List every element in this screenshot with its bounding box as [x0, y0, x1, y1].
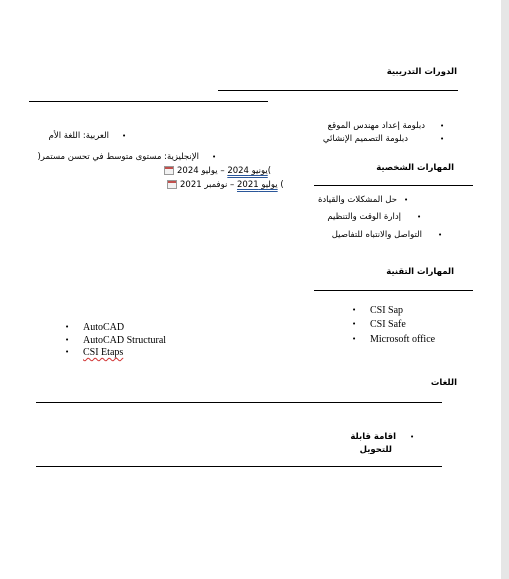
bullet: •: [438, 231, 443, 239]
tech-item-3: Microsoft office: [370, 334, 436, 345]
bullet: •: [212, 153, 217, 161]
bullet: •: [417, 213, 422, 221]
section-title-technical: المهارات التقنية: [386, 267, 454, 277]
software-item-2: AutoCAD Structural: [83, 335, 167, 346]
divider-bottom: [36, 466, 442, 467]
bullet: •: [352, 320, 357, 328]
calendar-icon: [164, 166, 174, 175]
residence-line-2: للتحويل: [359, 445, 392, 455]
divider-technical: [314, 290, 473, 291]
bullet: •: [440, 135, 445, 143]
divider-languages: [36, 402, 442, 403]
bullet: •: [404, 196, 409, 204]
tech-item-2: CSI Safe: [370, 319, 406, 330]
software-item-3: CSI Etaps: [83, 347, 124, 358]
residence-line-1: اقامة قابلة: [350, 432, 396, 442]
bullet: •: [122, 132, 127, 140]
bullet: •: [352, 335, 357, 343]
bullet: •: [65, 336, 70, 344]
window-edge: [501, 0, 509, 579]
training-item-2: دبلومة التصميم الإنشائي: [322, 134, 408, 144]
bullet: •: [65, 323, 70, 331]
language-arabic: العربية: اللغة الأم: [48, 131, 109, 141]
divider-left-top: [29, 101, 268, 102]
section-title-training: الدورات التدريبية: [386, 67, 457, 77]
divider-personal: [314, 185, 473, 186]
language-english: الإنجليزية: مستوى متوسط في تحسن مستمر(: [37, 152, 199, 162]
divider-training: [218, 90, 458, 91]
training-item-1: دبلومة إعداد مهندس الموقع: [327, 121, 425, 131]
calendar-icon: [167, 180, 177, 189]
date-range-1: يونيو 2024 – يوليو 2024(: [164, 166, 271, 177]
bullet: •: [410, 433, 415, 441]
date-range-2: يوليو 2021 – نوفمبر 2021 (: [167, 180, 284, 191]
personal-item-1: حل المشكلات والقيادة: [317, 195, 397, 205]
software-item-1: AutoCAD: [83, 322, 125, 333]
bullet: •: [65, 348, 70, 356]
tech-item-1: CSI Sap: [370, 305, 404, 316]
section-title-languages: اللغات: [430, 378, 457, 388]
bullet: •: [352, 306, 357, 314]
bullet: •: [440, 122, 445, 130]
personal-item-3: التواصل والانتباه للتفاصيل: [331, 230, 422, 240]
personal-item-2: إدارة الوقت والتنظيم: [327, 212, 401, 222]
section-title-personal: المهارات الشخصية: [376, 163, 454, 173]
